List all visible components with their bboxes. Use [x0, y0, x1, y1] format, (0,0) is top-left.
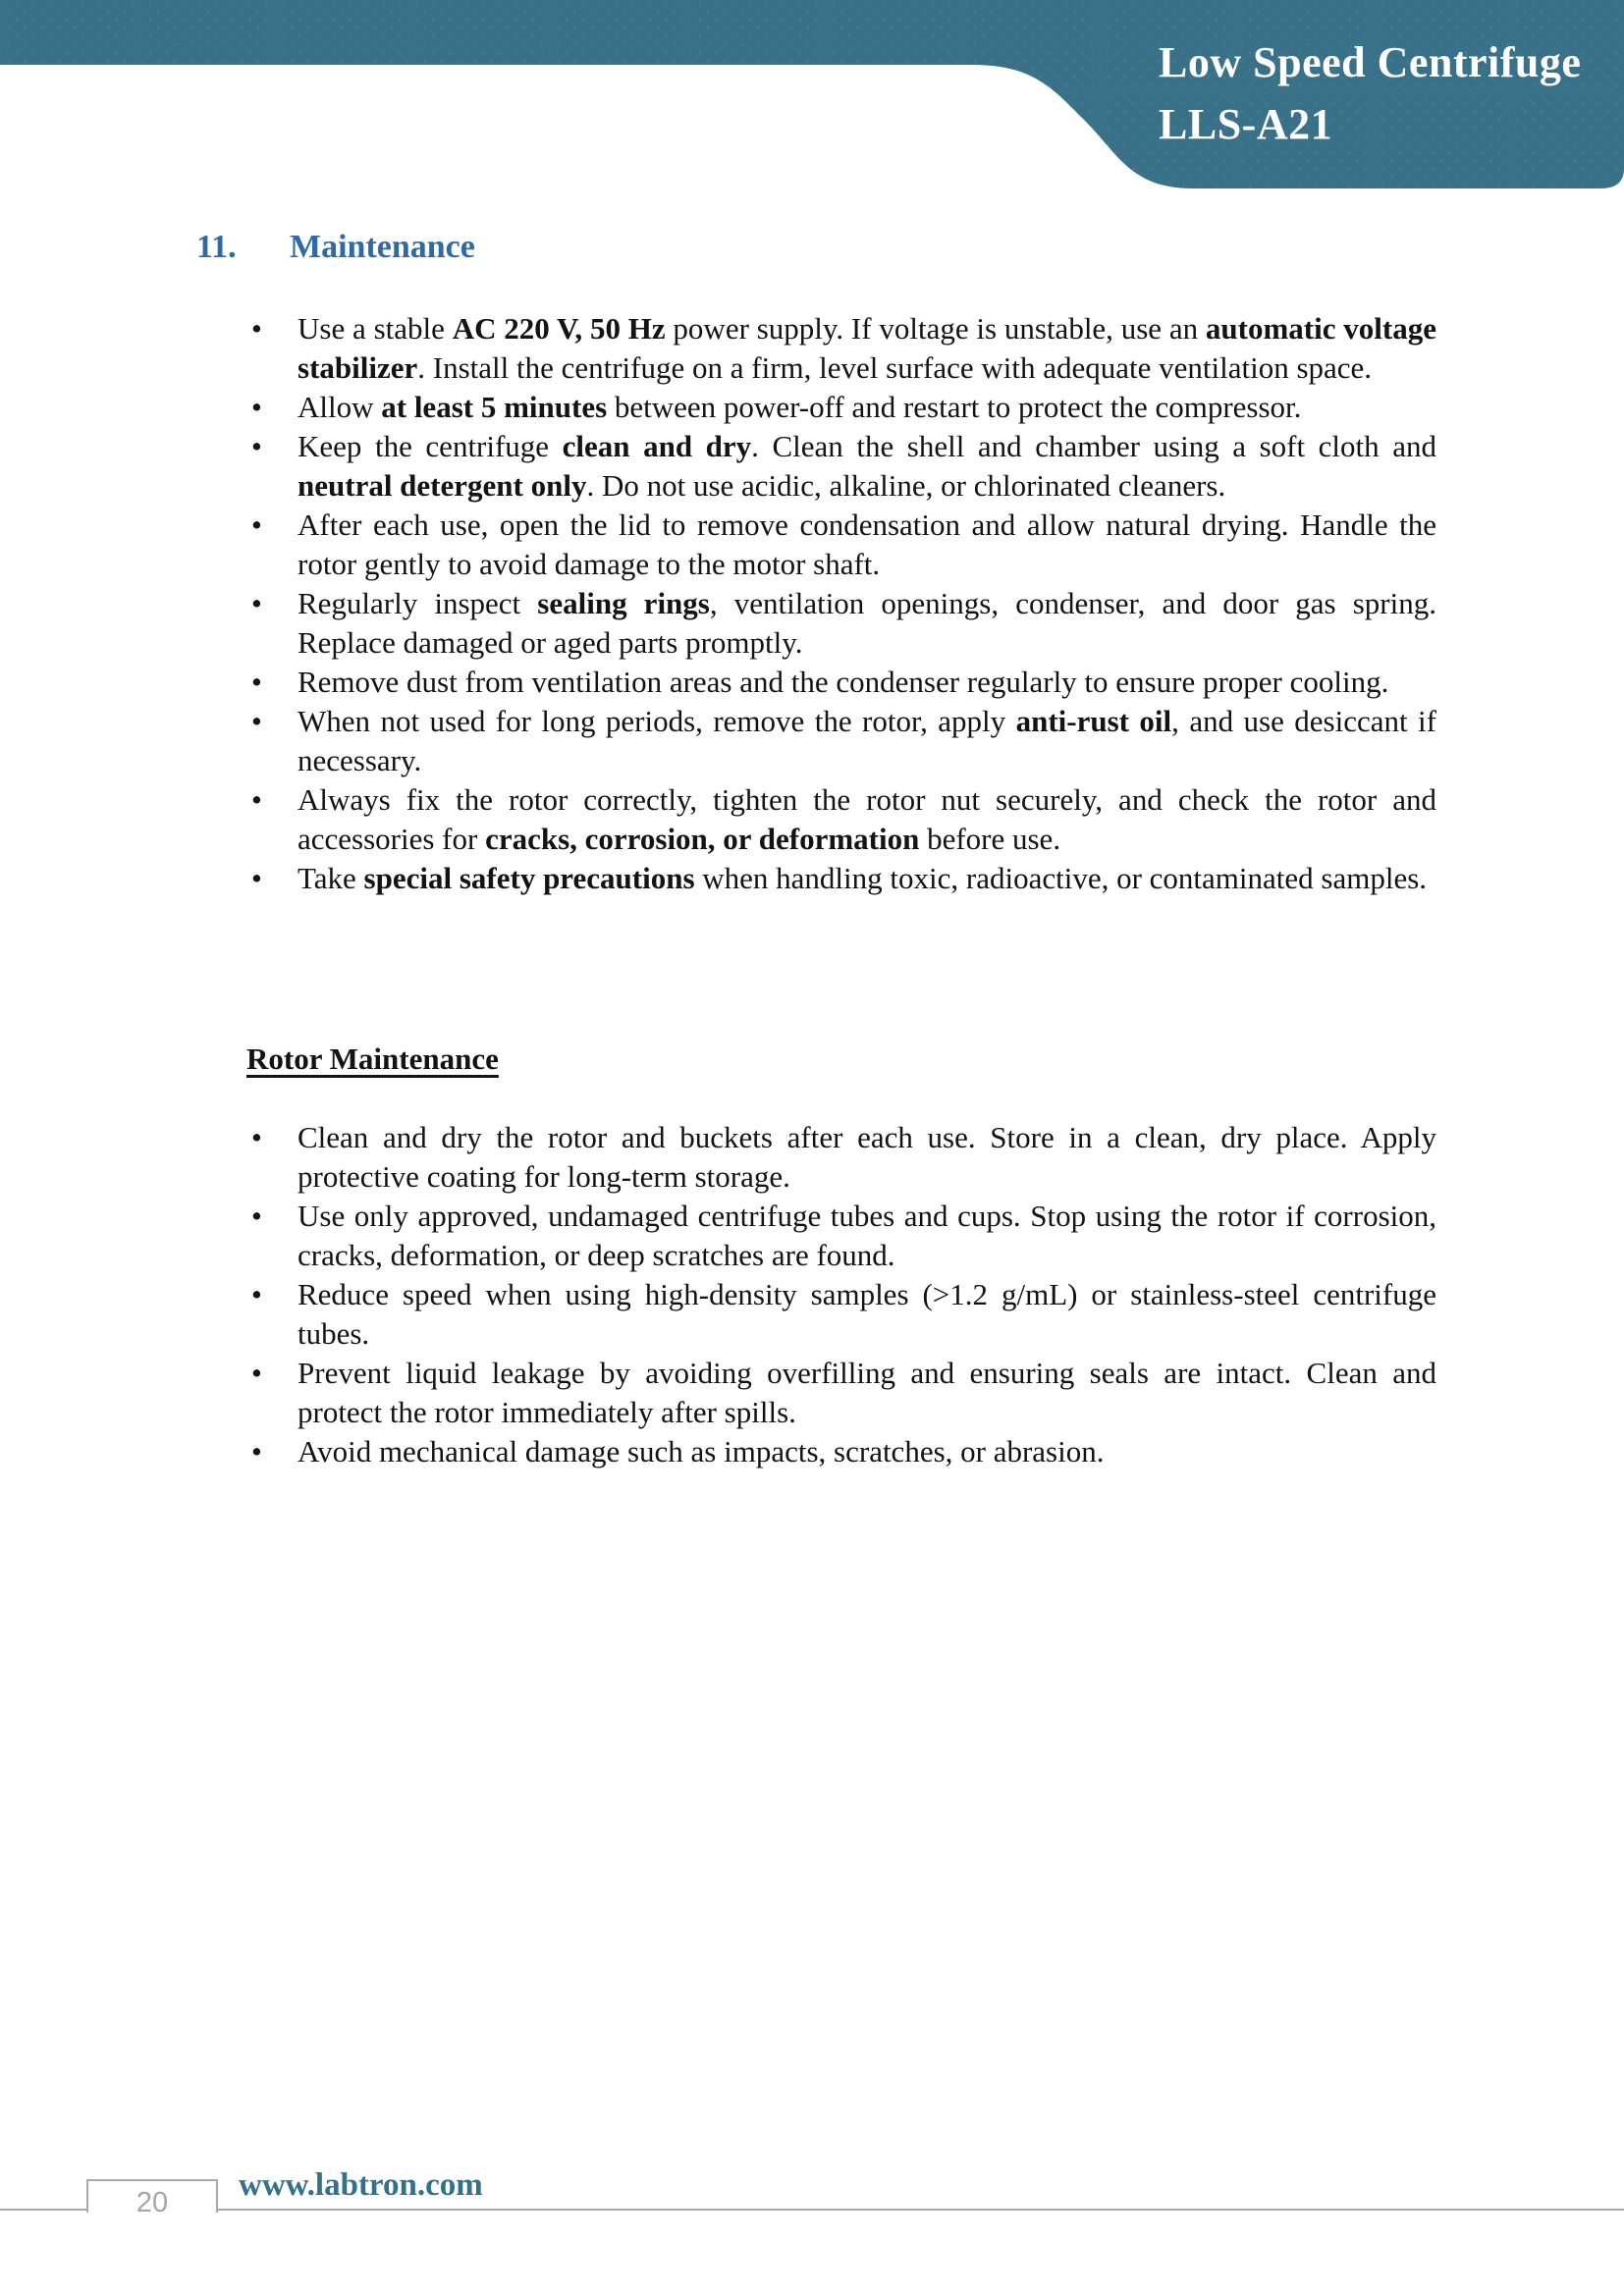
bullet-item: • Prevent liquid leakage by avoiding overfilling and ensuring seals are intact. Clean and protect the rotor immediately after spills.	[298, 1354, 1436, 1432]
bullet-item: • When not used for long periods, remove the rotor, apply anti-rust oil, and use desiccant if necessary.	[298, 702, 1436, 780]
rotor-maintenance-heading: Rotor Maintenance	[246, 1041, 499, 1076]
website-link[interactable]: www.labtron.com	[239, 2167, 483, 2203]
bullet-item: • Avoid mechanical damage such as impacts, scratches, or abrasion.	[298, 1432, 1436, 1471]
bullet-item: • Remove dust from ventilation areas and the condenser regularly to ensure proper cooling.	[298, 663, 1436, 702]
header-title-line1: Low Speed Centrifuge	[1159, 38, 1582, 86]
bullet-item: • After each use, open the lid to remove condensation and allow natural drying. Handle the rotor gently to avoid damage to the motor shaft.	[298, 506, 1436, 584]
section-number: 11.	[196, 229, 237, 265]
page-number-tab	[86, 2179, 218, 2218]
section-heading	[196, 227, 475, 268]
maintenance-bullet-list	[298, 309, 1436, 898]
rotor-bullet-list	[298, 1118, 1436, 1471]
header-title	[1159, 31, 1581, 155]
bullet-item: • Always fix the rotor correctly, tighten the rotor nut securely, and check the rotor and accessories for cracks, corrosion, or deformation before use.	[298, 780, 1436, 859]
bullet-item: • Keep the centrifuge clean and dry. Clean the shell and chamber using a soft cloth and neutral detergent only. Do not use acidic, alkaline, or chlorinated cleaners.	[298, 427, 1436, 506]
page-number: 20	[135, 2187, 169, 2218]
bullet-item: • Take special safety precautions when handling toxic, radioactive, or contaminated samples.	[298, 859, 1436, 898]
bullet-item: • Use only approved, undamaged centrifuge tubes and cups. Stop using the rotor if corrosion, cracks, deformation, or deep scratches are found.	[298, 1197, 1436, 1275]
section-title: Maintenance	[290, 229, 475, 265]
bullet-item: • Regularly inspect sealing rings, ventilation openings, condenser, and door gas spring. Replace damaged or aged parts promptly.	[298, 584, 1436, 663]
bullet-item: • Clean and dry the rotor and buckets after each use. Store in a clean, dry place. Apply protective coating for long-term storage.	[298, 1118, 1436, 1197]
bullet-item: • Use a stable AC 220 V, 50 Hz power supply. If voltage is unstable, use an automatic voltage stabilizer. Install the centrifuge on a firm, level surface with adequate ventilation space.	[298, 309, 1436, 388]
bullet-item: • Allow at least 5 minutes between power-off and restart to protect the compressor.	[298, 388, 1436, 427]
bullet-item: • Reduce speed when using high-density samples (>1.2 g/mL) or stainless-steel centrifuge tubes.	[298, 1275, 1436, 1354]
footer-rule	[0, 2209, 1624, 2211]
header-title-line2: LLS-A21	[1159, 100, 1333, 148]
